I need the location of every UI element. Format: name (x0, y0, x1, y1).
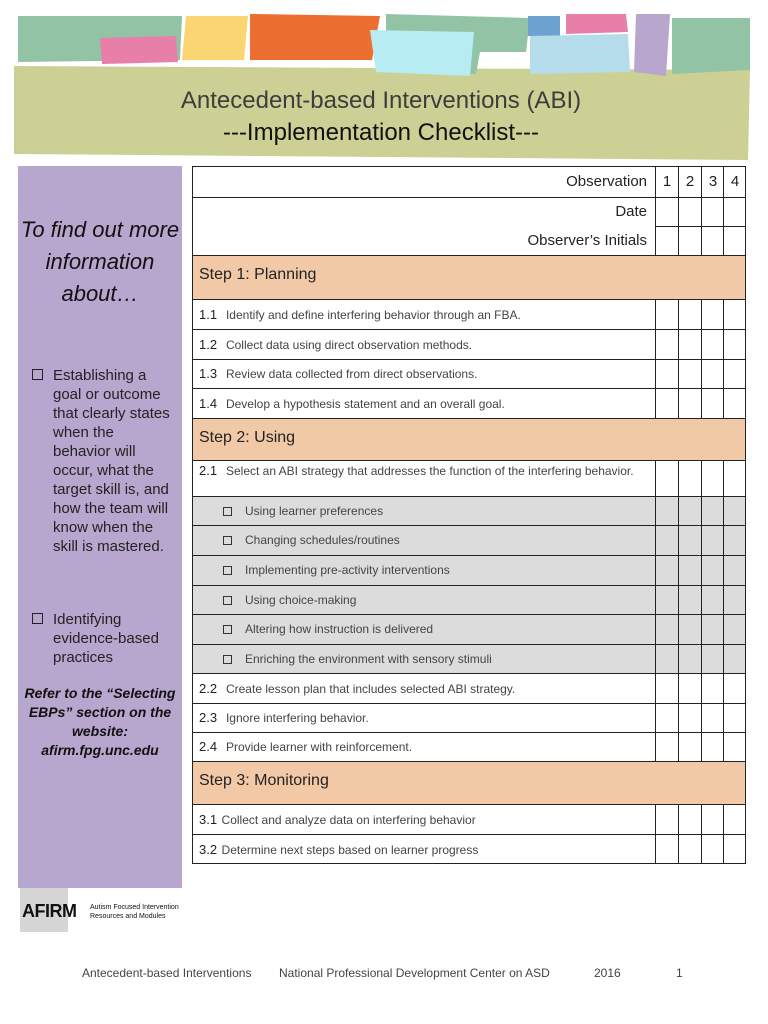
checkbox-cell[interactable] (701, 556, 723, 585)
initials-cell[interactable] (678, 227, 701, 255)
checkbox-cell[interactable] (701, 497, 723, 525)
date-label: Date (615, 203, 647, 220)
checkbox-cell[interactable] (655, 615, 678, 644)
checkbox-cell[interactable] (701, 733, 723, 761)
sidebar-item: Establishing a goal or outcome that clearly states when the behavior will occur, what the target skill is, and how the team will know when the skill is mastered. (32, 366, 172, 556)
step-label: Step 2: Using (199, 429, 296, 446)
observation-row (193, 167, 745, 198)
strategy-option: Enriching the environment with sensory stimuli (193, 645, 745, 674)
checkbox-cell[interactable] (678, 586, 701, 614)
checklist-table (192, 166, 746, 864)
initials-label: Observer’s Initials (527, 232, 647, 249)
checkbox-cell[interactable] (655, 330, 678, 359)
step-header (193, 762, 745, 805)
date-cell[interactable] (678, 198, 701, 227)
checkbox-cell[interactable] (701, 805, 723, 834)
sidebar-heading: To find out more information about… (20, 217, 180, 306)
initials-cell[interactable] (701, 227, 723, 255)
initials-row (193, 227, 745, 256)
checkbox-icon (32, 613, 43, 624)
checkbox-cell[interactable] (655, 586, 678, 614)
checklist-item: 2.3 Ignore interfering behavior. (193, 704, 745, 733)
website-reference: Refer to the “Selecting EBPs” section on the website: afirm.fpg.unc.edu (24, 685, 176, 758)
checkbox-cell[interactable] (678, 704, 701, 732)
checkbox-cell[interactable] (701, 674, 723, 703)
checkbox-cell[interactable] (655, 526, 678, 555)
checkbox-cell[interactable] (678, 300, 701, 329)
date-cell[interactable] (701, 198, 723, 227)
checkbox-cell[interactable] (655, 461, 678, 496)
observation-number: 4 (730, 173, 740, 190)
checkbox-cell[interactable] (655, 835, 678, 863)
strategy-option: Using choice-making (193, 586, 745, 615)
checklist-item: 3.1 Collect and analyze data on interfering behavior (193, 805, 745, 835)
checkbox-icon[interactable] (223, 625, 232, 634)
checkbox-cell[interactable] (655, 674, 678, 703)
checkbox-cell[interactable] (701, 389, 723, 418)
footer-year: 2016 (594, 966, 621, 980)
checklist-item: 1.3 Review data collected from direct observations. (193, 360, 745, 389)
checkbox-cell[interactable] (678, 461, 701, 496)
checkbox-icon[interactable] (223, 566, 232, 575)
step-label: Step 1: Planning (199, 266, 317, 283)
logo-subtitle: Autism Focused Intervention Resources and Modules (90, 904, 179, 920)
initials-cell[interactable] (655, 227, 678, 255)
checkbox-cell[interactable] (723, 805, 745, 834)
checkbox-cell[interactable] (723, 300, 745, 329)
step-header (193, 256, 745, 300)
observation-number: 1 (662, 173, 672, 190)
checkbox-icon[interactable] (223, 536, 232, 545)
sidebar-item: Identifying evidence-based practices (32, 610, 172, 667)
checkbox-cell[interactable] (655, 556, 678, 585)
checkbox-cell[interactable] (655, 704, 678, 732)
checkbox-cell[interactable] (701, 526, 723, 555)
checkbox-cell[interactable] (701, 615, 723, 644)
document-subtitle: ---Implementation Checklist--- (222, 119, 540, 146)
checkbox-icon (32, 369, 43, 380)
strategy-option: Using learner preferences (193, 497, 745, 526)
checkbox-cell[interactable] (701, 300, 723, 329)
afirm-logo (20, 888, 180, 932)
checkbox-icon[interactable] (223, 596, 232, 605)
checkbox-cell[interactable] (723, 733, 745, 761)
checkbox-cell[interactable] (678, 805, 701, 834)
footer-title: Antecedent-based Interventions (82, 966, 252, 980)
initials-cell[interactable] (723, 227, 745, 255)
checkbox-cell[interactable] (678, 497, 701, 525)
checkbox-cell[interactable] (723, 645, 745, 673)
step-label: Step 3: Monitoring (199, 772, 329, 789)
footer-org: National Professional Development Center on ASD (279, 966, 550, 980)
checklist-item: 2.2 Create lesson plan that includes selected ABI strategy. (193, 674, 745, 704)
checkbox-cell[interactable] (701, 645, 723, 673)
checklist-item: 1.1 Identify and define interfering behavior through an FBA. (193, 300, 745, 330)
checkbox-cell[interactable] (723, 704, 745, 732)
checkbox-icon[interactable] (223, 507, 232, 516)
observation-label: Observation (566, 173, 647, 190)
observation-number: 2 (685, 173, 695, 190)
checkbox-cell[interactable] (655, 645, 678, 673)
info-sidebar (18, 166, 182, 888)
checkbox-cell[interactable] (678, 733, 701, 761)
checkbox-cell[interactable] (655, 300, 678, 329)
checklist-item: 3.2 Determine next steps based on learner progress (193, 835, 745, 863)
checkbox-cell[interactable] (655, 497, 678, 525)
checkbox-cell[interactable] (723, 360, 745, 388)
checkbox-cell[interactable] (678, 526, 701, 555)
checkbox-cell[interactable] (701, 835, 723, 863)
strategy-option: Changing schedules/routines (193, 526, 745, 556)
checkbox-cell[interactable] (723, 526, 745, 555)
checklist-item: 1.4 Develop a hypothesis statement and an overall goal. (193, 389, 745, 419)
strategy-option: Altering how instruction is delivered (193, 615, 745, 645)
date-cell[interactable] (723, 198, 745, 227)
checkbox-cell[interactable] (701, 330, 723, 359)
observation-number: 3 (708, 173, 718, 190)
checkbox-cell[interactable] (723, 615, 745, 644)
step-header (193, 419, 745, 461)
checkbox-cell[interactable] (678, 556, 701, 585)
checkbox-cell[interactable] (723, 461, 745, 496)
checkbox-cell[interactable] (723, 674, 745, 703)
checkbox-cell[interactable] (678, 615, 701, 644)
title-block (14, 86, 748, 150)
checkbox-cell[interactable] (723, 835, 745, 863)
checkbox-cell[interactable] (655, 805, 678, 834)
checklist-item: 2.4 Provide learner with reinforcement. (193, 733, 745, 762)
checkbox-cell[interactable] (678, 645, 701, 673)
checkbox-cell[interactable] (678, 360, 701, 388)
checkbox-cell[interactable] (723, 330, 745, 359)
checkbox-cell[interactable] (701, 360, 723, 388)
checkbox-cell[interactable] (723, 586, 745, 614)
checkbox-cell[interactable] (701, 586, 723, 614)
document-title: Antecedent-based Interventions (ABI) (180, 87, 582, 114)
logo-wordmark: AFIRM (22, 901, 77, 921)
date-cell[interactable] (655, 198, 678, 227)
checkbox-cell[interactable] (723, 556, 745, 585)
date-row (193, 198, 745, 227)
checklist-item: 1.2 Collect data using direct observation methods. (193, 330, 745, 360)
checkbox-cell[interactable] (701, 704, 723, 732)
checkbox-cell[interactable] (723, 497, 745, 525)
strategy-option: Implementing pre-activity interventions (193, 556, 745, 586)
checklist-item: 2.1 Select an ABI strategy that addresses the function of the interfering behavior. (193, 461, 745, 497)
checkbox-icon[interactable] (223, 655, 232, 664)
checkbox-cell[interactable] (723, 389, 745, 418)
checkbox-cell[interactable] (678, 389, 701, 418)
checkbox-cell[interactable] (655, 389, 678, 418)
checkbox-cell[interactable] (701, 461, 723, 496)
page-number: 1 (676, 966, 683, 980)
checkbox-cell[interactable] (678, 835, 701, 863)
checkbox-cell[interactable] (655, 733, 678, 761)
checkbox-cell[interactable] (655, 360, 678, 388)
checkbox-cell[interactable] (678, 674, 701, 703)
checkbox-cell[interactable] (678, 330, 701, 359)
